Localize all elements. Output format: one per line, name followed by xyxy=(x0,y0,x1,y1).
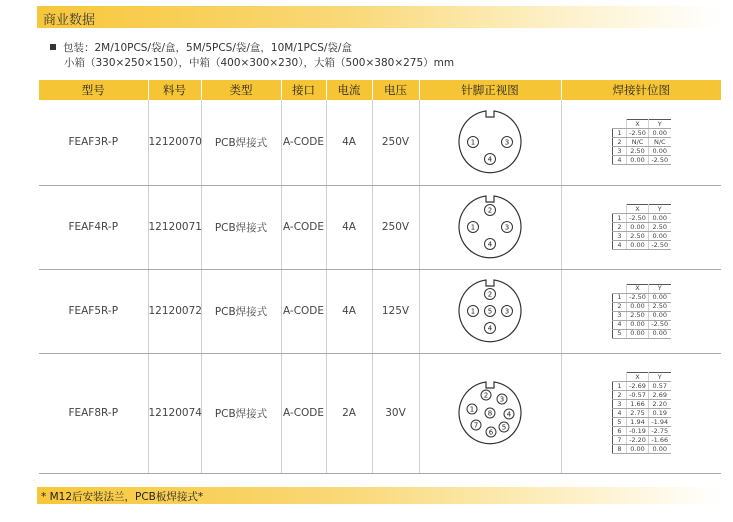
pin-front-view-cell xyxy=(419,100,561,185)
coord-x: 0.00 xyxy=(627,320,649,329)
coord-row xyxy=(613,147,671,156)
footer-note-bar xyxy=(37,487,720,504)
type-cell: PCB焊接式 xyxy=(201,100,281,185)
coord-y: 0.57 xyxy=(649,382,671,391)
coord-y: 0.00 xyxy=(649,129,671,138)
pin-number: 7 xyxy=(613,436,627,445)
coord-row xyxy=(613,409,671,418)
coord-y: 2.50 xyxy=(649,223,671,232)
svg-text:1: 1 xyxy=(470,307,476,316)
coord-x: -0.57 xyxy=(627,391,649,400)
coord-y: 2.20 xyxy=(649,400,671,409)
coord-x: -0.19 xyxy=(627,427,649,436)
coord-x: 0.00 xyxy=(627,156,649,165)
coord-x: -2.50 xyxy=(627,214,649,223)
coord-row xyxy=(613,427,671,436)
pin-number: 6 xyxy=(613,427,627,436)
coord-y: 0.19 xyxy=(649,409,671,418)
type-cell: PCB焊接式 xyxy=(201,185,281,269)
pin-number: 3 xyxy=(613,147,627,156)
pin-number: 1 xyxy=(613,293,627,302)
pin-6 xyxy=(486,427,496,437)
pin-1 xyxy=(467,404,477,414)
bullet-icon xyxy=(50,44,56,50)
coord-y: -1.94 xyxy=(649,418,671,427)
header-interface: 接口 xyxy=(281,80,326,100)
coord-row xyxy=(613,156,671,165)
coord-row xyxy=(613,129,671,138)
pin-3 xyxy=(502,222,513,233)
coord-y: 0.00 xyxy=(649,445,671,454)
coord-y: -2.50 xyxy=(649,241,671,250)
connector-face-diagram xyxy=(455,107,525,177)
current-cell: 4A xyxy=(326,185,372,269)
coord-header-x: X xyxy=(627,373,649,382)
coord-row xyxy=(613,418,671,427)
pin-1 xyxy=(468,137,479,148)
coord-row xyxy=(613,214,671,223)
coord-x: 0.00 xyxy=(627,241,649,250)
interface-cell: A-CODE xyxy=(281,100,326,185)
svg-text:3: 3 xyxy=(499,395,505,404)
pin-number: 4 xyxy=(613,156,627,165)
coord-row xyxy=(613,241,671,250)
pin-number: 1 xyxy=(613,129,627,138)
pin-front-view-cell xyxy=(419,269,561,353)
coord-row xyxy=(613,436,671,445)
coord-x: 2.50 xyxy=(627,232,649,241)
current-cell: 4A xyxy=(326,269,372,353)
coord-header-y: Y xyxy=(649,373,671,382)
type-cell: PCB焊接式 xyxy=(201,353,281,473)
current-cell: 2A xyxy=(326,353,372,473)
coord-y: 0.00 xyxy=(649,147,671,156)
coord-x: 2.50 xyxy=(627,147,649,156)
header-part: 料号 xyxy=(148,80,201,100)
coord-y: -2.50 xyxy=(649,320,671,329)
pin-4 xyxy=(504,409,514,419)
pin-3 xyxy=(497,394,507,404)
header-solder-pin-layout: 焊接针位图 xyxy=(561,80,721,100)
pin-coordinate-table xyxy=(612,372,671,454)
pin-number: 2 xyxy=(613,223,627,232)
pin-number: 4 xyxy=(613,409,627,418)
coord-header-x: X xyxy=(627,284,649,293)
coord-row xyxy=(613,232,671,241)
header-voltage: 电压 xyxy=(372,80,419,100)
pin-1 xyxy=(468,306,479,317)
header-pin-front-view: 针脚正视图 xyxy=(419,80,561,100)
svg-text:2: 2 xyxy=(483,391,489,400)
coord-x: 0.00 xyxy=(627,445,649,454)
footer-note: * M12后安装法兰，PCB板焊接式* xyxy=(41,491,204,503)
voltage-cell: 30V xyxy=(372,353,419,473)
coord-y: 2.69 xyxy=(649,391,671,400)
model-cell: FEAF3R-P xyxy=(39,100,148,185)
part-number-cell: 12120072 xyxy=(148,269,201,353)
coord-y: 0.00 xyxy=(649,232,671,241)
pin-number: 4 xyxy=(613,320,627,329)
part-number-cell: 12120071 xyxy=(148,185,201,269)
voltage-cell: 125V xyxy=(372,269,419,353)
pin-number: 2 xyxy=(613,391,627,400)
coord-x: 1.66 xyxy=(627,400,649,409)
coord-x: 1.94 xyxy=(627,418,649,427)
pin-number: 2 xyxy=(613,138,627,147)
svg-text:1: 1 xyxy=(469,405,475,414)
svg-text:5: 5 xyxy=(487,307,493,316)
interface-cell: A-CODE xyxy=(281,353,326,473)
pin-coordinate-table xyxy=(612,204,671,250)
coord-y: 0.00 xyxy=(649,214,671,223)
coord-header-y: Y xyxy=(649,205,671,214)
pin-2 xyxy=(481,390,491,400)
coord-x: 0.00 xyxy=(627,223,649,232)
pin-1 xyxy=(468,222,479,233)
type-cell: PCB焊接式 xyxy=(201,269,281,353)
svg-text:3: 3 xyxy=(504,138,510,147)
pin-front-view-cell xyxy=(419,185,561,269)
pin-4 xyxy=(485,154,496,165)
coord-x: -2.50 xyxy=(627,129,649,138)
svg-text:4: 4 xyxy=(487,240,493,249)
pin-number: 8 xyxy=(613,445,627,454)
coord-row xyxy=(613,445,671,454)
part-number-cell: 12120070 xyxy=(148,100,201,185)
model-cell: FEAF4R-P xyxy=(39,185,148,269)
packaging-text-1: 包装：2M/10PCS/袋/盒，5M/5PCS/袋/盒，10M/1PCS/袋/盒 xyxy=(63,42,352,54)
pin-5 xyxy=(485,306,496,317)
coord-y: 0.00 xyxy=(649,311,671,320)
svg-text:3: 3 xyxy=(504,307,510,316)
coord-row xyxy=(613,311,671,320)
pin-number: 5 xyxy=(613,329,627,338)
pin-4 xyxy=(485,239,496,250)
coord-row xyxy=(613,138,671,147)
connector-face-diagram xyxy=(455,276,525,346)
coord-row xyxy=(613,293,671,302)
pin-8 xyxy=(485,408,495,418)
solder-pin-coords-cell xyxy=(561,185,721,269)
coord-x: -2.50 xyxy=(627,293,649,302)
coord-row xyxy=(613,400,671,409)
pin-number: 3 xyxy=(613,311,627,320)
coord-header-x: X xyxy=(627,205,649,214)
solder-pin-coords-cell xyxy=(561,353,721,473)
connector-face-diagram xyxy=(455,192,525,262)
svg-text:1: 1 xyxy=(470,138,476,147)
pin-number: 2 xyxy=(613,302,627,311)
coord-row xyxy=(613,382,671,391)
part-number-cell: 12120074 xyxy=(148,353,201,473)
coord-header-y: Y xyxy=(649,120,671,129)
pin-3 xyxy=(502,306,513,317)
pin-3 xyxy=(502,137,513,148)
svg-text:6: 6 xyxy=(488,428,494,437)
model-cell: FEAF8R-P xyxy=(39,353,148,473)
coord-y: 0.00 xyxy=(649,293,671,302)
svg-text:4: 4 xyxy=(487,324,493,333)
solder-pin-coords-cell xyxy=(561,269,721,353)
coord-row xyxy=(613,223,671,232)
table-row xyxy=(39,353,721,473)
pin-2 xyxy=(485,205,496,216)
current-cell: 4A xyxy=(326,100,372,185)
interface-cell: A-CODE xyxy=(281,269,326,353)
coord-y: -2.50 xyxy=(649,156,671,165)
coord-row xyxy=(613,320,671,329)
coord-row xyxy=(613,302,671,311)
pin-5 xyxy=(499,422,509,432)
header-current: 电流 xyxy=(326,80,372,100)
section-title-bar xyxy=(37,6,720,28)
coord-x: -2.69 xyxy=(627,382,649,391)
svg-text:8: 8 xyxy=(487,409,493,418)
header-model: 型号 xyxy=(39,80,148,100)
coord-x: 2.50 xyxy=(627,311,649,320)
pin-7 xyxy=(471,420,481,430)
coord-y: 0.00 xyxy=(649,329,671,338)
pin-number: 5 xyxy=(613,418,627,427)
pin-number: 1 xyxy=(613,382,627,391)
table-header-row xyxy=(39,80,721,100)
coord-y: 2.50 xyxy=(649,302,671,311)
packaging-line-1 xyxy=(50,40,352,55)
table-row xyxy=(39,185,721,269)
coord-x: 0.00 xyxy=(627,302,649,311)
model-cell: FEAF5R-P xyxy=(39,269,148,353)
pin-coordinate-table xyxy=(612,119,671,165)
svg-text:2: 2 xyxy=(487,206,493,215)
pin-coordinate-table xyxy=(612,284,671,339)
svg-text:1: 1 xyxy=(470,223,476,232)
voltage-cell: 250V xyxy=(372,100,419,185)
solder-pin-coords-cell xyxy=(561,100,721,185)
svg-text:7: 7 xyxy=(473,421,479,430)
header-type: 类型 xyxy=(201,80,281,100)
pin-number: 3 xyxy=(613,232,627,241)
spec-table xyxy=(39,80,721,474)
pin-number: 1 xyxy=(613,214,627,223)
pin-front-view-cell xyxy=(419,353,561,473)
svg-text:4: 4 xyxy=(487,155,493,164)
connector-face-diagram xyxy=(455,378,525,448)
coord-x: 0.00 xyxy=(627,329,649,338)
svg-text:3: 3 xyxy=(504,223,510,232)
coord-x: -2.20 xyxy=(627,436,649,445)
coord-row xyxy=(613,329,671,338)
coord-y: -1.66 xyxy=(649,436,671,445)
svg-text:5: 5 xyxy=(501,423,507,432)
coord-x: 2.75 xyxy=(627,409,649,418)
pin-4 xyxy=(485,323,496,334)
packaging-line-2: 小箱（330×250×150），中箱（400×300×230），大箱（500×380×275）mm xyxy=(64,57,455,69)
voltage-cell: 250V xyxy=(372,185,419,269)
pin-number: 3 xyxy=(613,400,627,409)
coord-row xyxy=(613,391,671,400)
section-title: 商业数据 xyxy=(43,13,96,28)
table-row xyxy=(39,269,721,353)
coord-y: -2.75 xyxy=(649,427,671,436)
coord-header-y: Y xyxy=(649,284,671,293)
svg-text:4: 4 xyxy=(506,410,512,419)
table-row xyxy=(39,100,721,185)
pin-2 xyxy=(485,289,496,300)
interface-cell: A-CODE xyxy=(281,185,326,269)
svg-text:2: 2 xyxy=(487,290,493,299)
coord-y: N/C xyxy=(649,138,671,147)
coord-x: N/C xyxy=(627,138,649,147)
pin-number: 4 xyxy=(613,241,627,250)
coord-header-x: X xyxy=(627,120,649,129)
